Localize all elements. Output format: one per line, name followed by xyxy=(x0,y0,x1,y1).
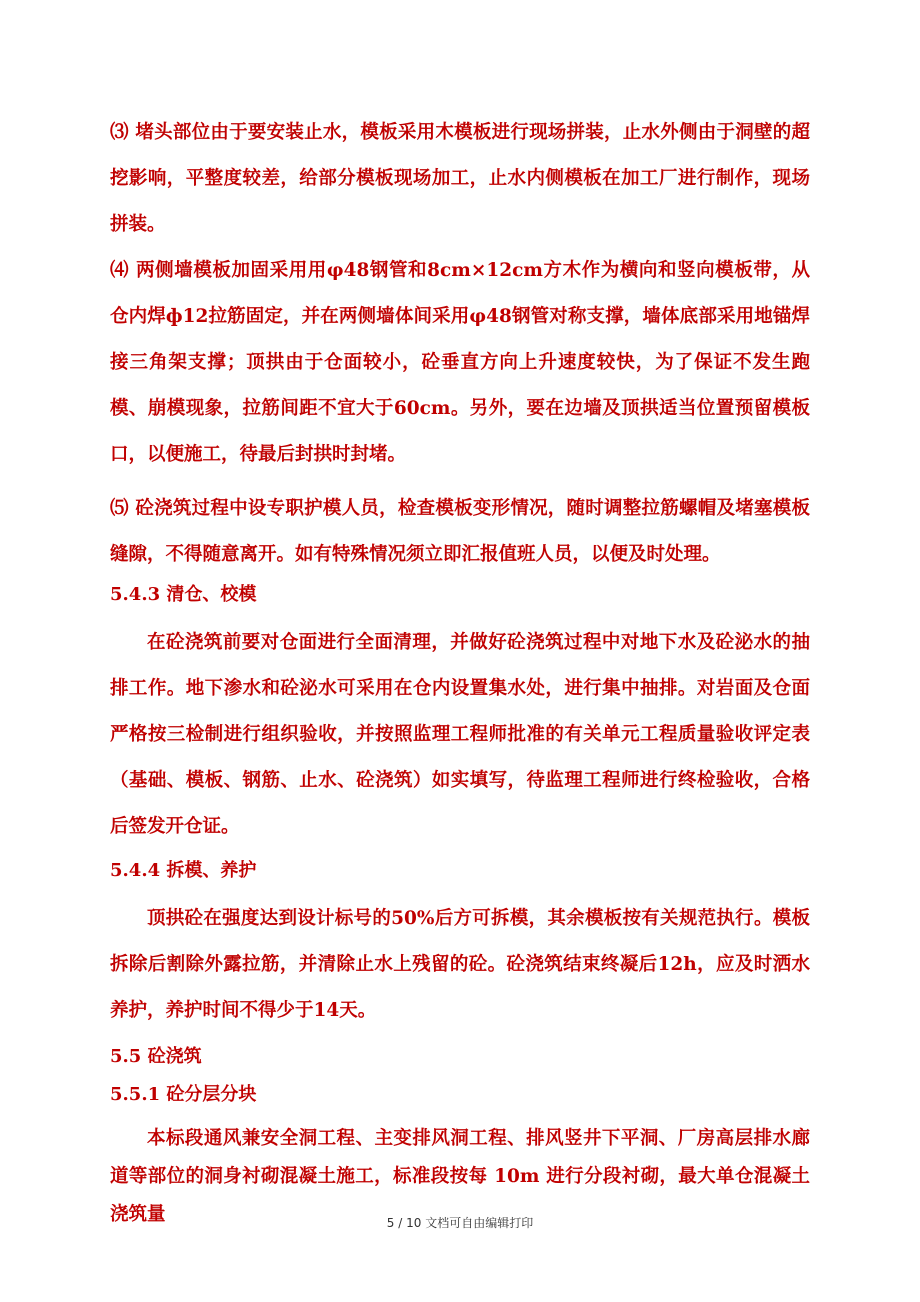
section-heading-5-4-4: 5.4.4 拆模、养护 xyxy=(110,860,257,881)
paragraph-text: ⑸ 砼浇筑过程中设专职护模人员，检查模板变形情况，随时调整拉筋螺帽及堵塞模板缝隙，不得随意离开。如有特殊情况须立即汇报值班人员，以便及时处理。 xyxy=(110,498,810,565)
section-heading-5-4-3: 5.4.3 清仓、校模 xyxy=(110,584,257,605)
section-heading-5-5: 5.5 砼浇筑 xyxy=(110,1046,202,1067)
section-body-5-4-3 xyxy=(110,620,810,850)
paragraph-item-4 xyxy=(110,248,810,478)
section-body-5-4-4 xyxy=(110,896,810,1034)
paragraph-text: 在砼浇筑前要对仓面进行全面清理，并做好砼浇筑过程中对地下水及砼泌水的抽排工作。地下渗水和砼泌水可采用在仓内设置集水处，进行集中抽排。对岩面及仓面严格按三检制进行组织验收，并按照监理工程师批准的有关单元工程质量验收评定表（基础、模板、钢筋、止水、砼浇筑）如实填写，待监理工程师进行终检验收，合格后签发开仓证。 xyxy=(110,632,810,837)
paragraph-text: ⑷ 两侧墙模板加固采用用φ48钢管和8cm×12cm方木作为横向和竖向模板带，从仓内焊ф12拉筋固定，并在两侧墙体间采用φ48钢管对称支撑，墙体底部采用地锚焊接三角架支撑；顶拱由于仓面较小，砼垂直方向上升速度较快，为了保证不发生跑模、崩模现象，拉筋间距不宜大于60cm。另外，要在边墙及顶拱适当位置预留模板口，以便施工，待最后封拱时封堵。 xyxy=(110,260,810,465)
paragraph-text: 顶拱砼在强度达到设计标号的50%后方可拆模，其余模板按有关规范执行。模板拆除后割除外露拉筋，并清除止水上残留的砼。砼浇筑结束终凝后12h，应及时洒水养护，养护时间不得少于14天。 xyxy=(110,908,810,1021)
paragraph-text: 本标段通风兼安全洞工程、主变排风洞工程、排风竖井下平洞、厂房高层排水廊道等部位的洞身衬砌混凝土施工，标准段按每 10m 进行分段衬砌，最大单仓混凝土浇筑量 xyxy=(110,1128,810,1225)
paragraph-item-5 xyxy=(110,486,810,578)
page-footer: 5 / 10 文档可自由编辑打印 xyxy=(386,1216,534,1230)
paragraph-text: ⑶ 堵头部位由于要安装止水，模板采用木模板进行现场拼装，止水外侧由于洞壁的超挖影响，平整度较差，给部分模板现场加工，止水内侧模板在加工厂进行制作，现场拼装。 xyxy=(110,122,810,235)
paragraph-item-3 xyxy=(110,110,810,248)
section-heading-5-5-1: 5.5.1 砼分层分块 xyxy=(110,1084,257,1105)
